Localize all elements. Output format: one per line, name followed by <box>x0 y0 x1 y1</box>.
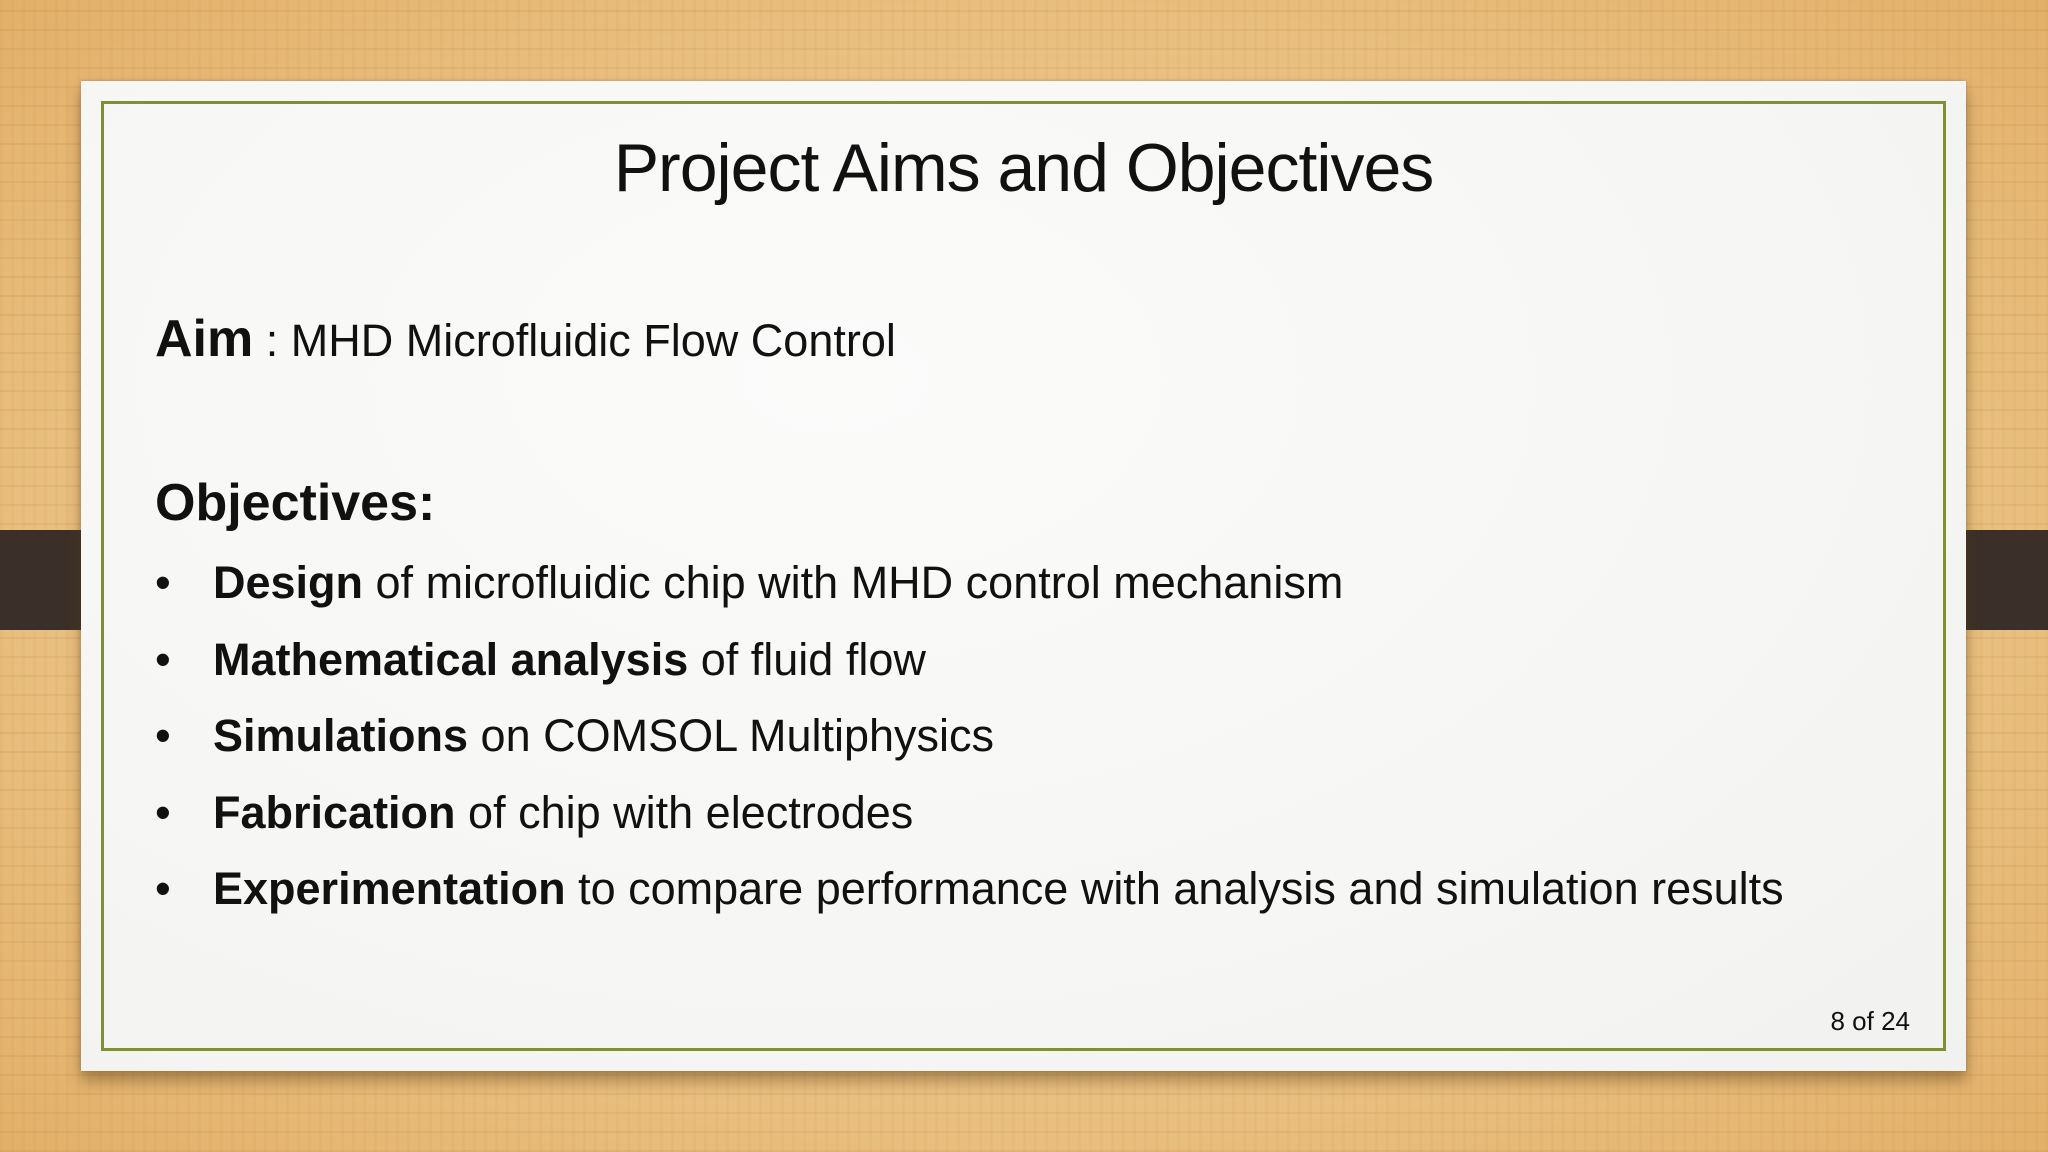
aim-label: Aim <box>155 310 254 368</box>
objective-description: of microfluidic chip with MHD control mechanism <box>363 557 1344 608</box>
aim-text: MHD Microfluidic Flow Control <box>290 315 896 366</box>
slide-title: Project Aims and Objectives <box>613 130 1434 206</box>
bullet-icon: • <box>155 786 171 838</box>
objective-keyword: Fabrication <box>213 786 456 838</box>
bullet-icon: • <box>155 633 171 685</box>
aim-line <box>155 309 896 369</box>
objective-description: of fluid flow <box>688 633 926 685</box>
bullet-icon: • <box>155 710 171 761</box>
aim-separator: : <box>253 315 291 366</box>
objective-description: to compare performance with analysis and simulation results <box>565 863 1784 914</box>
objective-keyword: Experimentation <box>213 863 566 914</box>
objective-description: on COMSOL Multiphysics <box>468 710 995 761</box>
page-number: 8 of 24 <box>1830 1006 1910 1036</box>
objective-keyword: Simulations <box>213 710 469 761</box>
objective-description: of chip with electrodes <box>455 786 914 838</box>
slide-paper <box>81 81 1966 1071</box>
objectives-heading: Objectives: <box>155 474 436 532</box>
objective-keyword: Mathematical analysis <box>213 633 689 685</box>
bullet-icon: • <box>155 557 171 608</box>
objective-keyword: Design <box>213 557 364 608</box>
bullet-icon: • <box>155 863 171 914</box>
